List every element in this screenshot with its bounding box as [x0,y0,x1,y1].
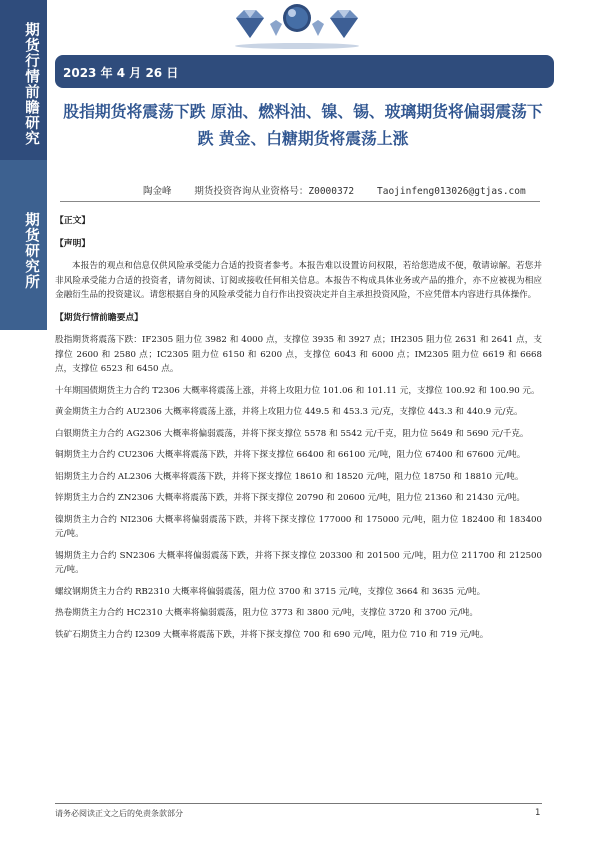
date-bar [55,55,554,88]
section-statement-label: 【声明】 [55,238,91,249]
list-item: 股指期货将震荡下跌：IF2305 阻力位 3982 和 4000 点，支撑位 3935 和 3927 点；IH2305 阻力位 2631 和 2641 点，支撑位 2600 和 2580 点；IC2305 阻力位 6150 和 6200 点，支撑位 6043 和 6000 点；IM2305 阻力位 6619 和 6668 点，支撑位 6523 和 6450 点。 [55,335,542,374]
footer-disclaimer-note: 请务必阅读正文之后的免责条款部分 [55,809,183,818]
report-headline: 股指期货将震荡下跌 原油、燃料油、镍、锡、玻璃期货将偏弱震荡下跌 黄金、白糖期货将震荡上涨 [63,102,543,148]
list-item: 黄金期货主力合约 AU2306 大概率将震荡上涨，并将上攻阻力位 449.5 和 453.3 元/克，支撑位 443.3 和 440.9 元/克。 [55,407,523,417]
section-highlights-label: 【期货行情前瞻要点】 [55,312,143,323]
author-line: 陶金峰 期货投资咨询从业资格号：Z0000372 Taojinfeng013026@gtjas.com [143,186,526,197]
report-body [55,214,542,649]
list-item: 镍期货主力合约 NI2306 大概率将偏弱震荡下跌，并将下探支撑位 177000 和 175000 元/吨，阻力位 182400 和 183400 元/吨。 [55,514,542,539]
list-item: 铁矿石期货主力合约 I2309 大概率将震荡下跌，并将下探支撑位 700 和 690 元/吨，阻力位 710 和 719 元/吨。 [55,629,489,640]
statement-text: 本报告的观点和信息仅供风险承受能力合适的投资者参考。本报告难以设置访问权限，若给您造成不便，敬请谅解。若您并非风险承受能力合适的投资者，请勿阅读、订阅或接收任何相关信息。本报告不构成具体业务或产品的推介，亦不应被视为相应金融衍生品的投资建议。请您根据自身的风险承受能力自行作出投资决定并自主承担投资风险，不应凭借本内容进行具体操作。 [55,261,542,300]
list-item: 铜期货主力合约 CU2306 大概率将震荡下跌，并将下探支撑位 66400 和 66100 元/吨，阻力位 67400 和 67600 元/吨。 [55,450,526,460]
diamond-logo-icon [230,2,365,50]
sidebar [0,0,47,842]
list-item: 热卷期货主力合约 HC2310 大概率将偏弱震荡，阻力位 3773 和 3800 元/吨，支撑位 3720 和 3700 元/吨。 [55,608,478,618]
list-item: 铝期货主力合约 AL2306 大概率将震荡下跌，并将下探支撑位 18610 和 18520 元/吨，阻力位 18750 和 18810 元/吨。 [55,471,524,482]
author-divider [60,201,540,202]
list-item: 十年期国债期货主力合约 T2306 大概率将震荡上涨，并将上攻阻力位 101.06 和 101.11 元，支撑位 100.92 和 100.90 元。 [55,385,540,396]
list-item: 锡期货主力合约 SN2306 大概率将偏弱震荡下跌，并将下探支撑位 203300 和 201500 元/吨，阻力位 211700 和 212500 元/吨。 [55,550,542,575]
page-number: 1 [535,808,541,818]
report-date: 2023 年 4 月 26 日 [63,66,179,80]
sidebar-top-label: 期货行情前瞻研究 [23,22,40,146]
footer-divider [55,803,542,804]
section-main-label: 【正文】 [55,216,91,226]
list-item: 锌期货主力合约 ZN2306 大概率将震荡下跌，并将下探支撑位 20790 和 20600 元/吨，阻力位 21360 和 21430 元/吨。 [55,493,526,503]
sidebar-bottom-label: 期货研究所 [23,212,40,290]
list-item: 白银期货主力合约 AG2306 大概率将偏弱震荡，并将下探支撑位 5578 和 5542 元/千克，阻力位 5649 和 5690 元/千克。 [55,428,529,439]
list-item: 螺纹钢期货主力合约 RB2310 大概率将偏弱震荡，阻力位 3700 和 3715 元/吨，支撑位 3664 和 3635 元/吨。 [55,586,486,597]
